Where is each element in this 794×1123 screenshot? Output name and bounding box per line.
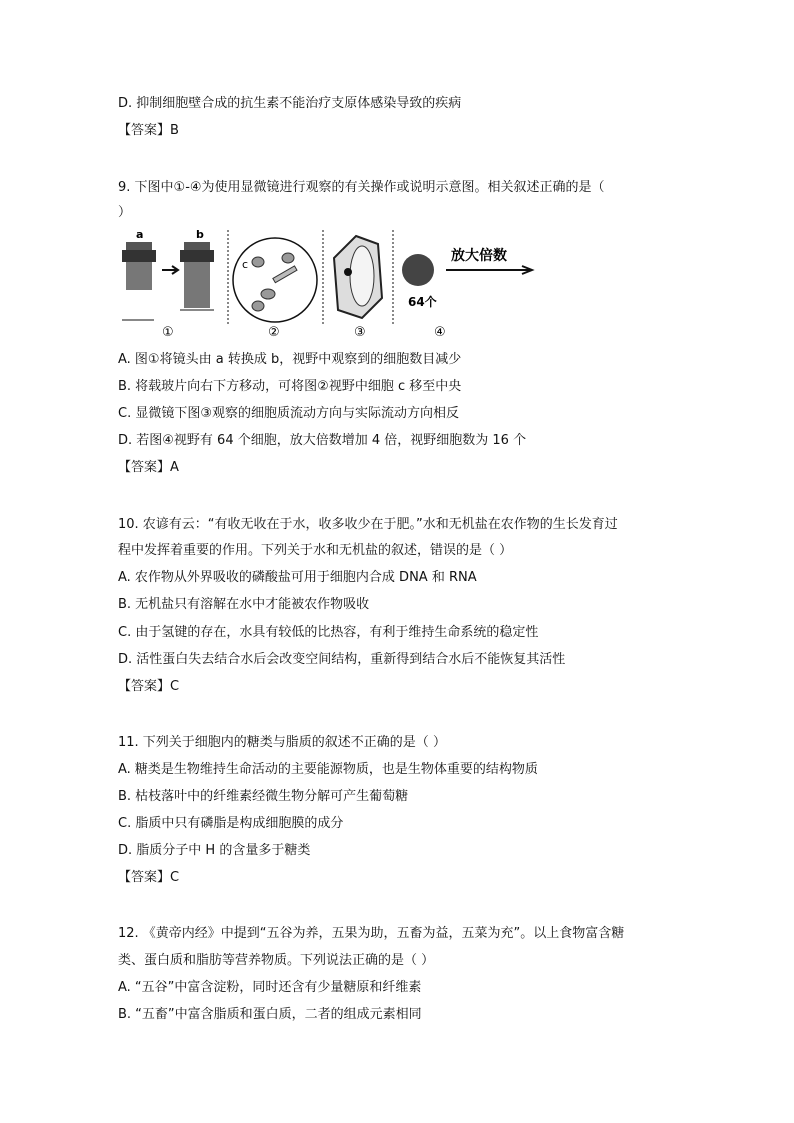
objective-lens-b [180, 242, 214, 308]
label-c: c [242, 258, 249, 271]
text-line: 【答案】B [118, 123, 179, 138]
text-line: 11. 下列关于细胞内的糖类与脂质的叙述不正确的是（ ） [118, 735, 446, 750]
text-line: C. 脂质中只有磷脂是构成细胞膜的成分 [118, 816, 344, 831]
text-line: 类、蛋白质和脂肪等营养物质。下列说法正确的是（ ） [118, 953, 435, 968]
text-line: B. 无机盐只有溶解在水中才能被农作物吸收 [118, 597, 370, 612]
arrow-icon [162, 266, 178, 274]
text-line: D. 抑制细胞壁合成的抗生素不能治疗支原体感染导致的疾病 [118, 96, 462, 111]
text-line: B. 将载玻片向右下方移动，可将图②视野中细胞 c 移至中央 [118, 379, 462, 394]
label-2: ② [268, 325, 280, 340]
objective-lens-a [122, 242, 156, 290]
microscope-figure [118, 228, 538, 343]
text-line: 12. 《黄帝内经》中提到“五谷为养，五果为助，五畜为益，五菜为充”。以上食物富含糖 [118, 926, 625, 941]
magnification-label: 放大倍数 [451, 248, 507, 264]
text-line: B. “五畜”中富含脂质和蛋白质，二者的组成元素相同 [118, 1007, 422, 1022]
text-line: B. 枯枝落叶中的纤维素经微生物分解可产生葡萄糖 [118, 789, 409, 804]
text-line: 9. 下图中①-④为使用显微镜进行观察的有关操作或说明示意图。相关叙述正确的是（ [118, 180, 605, 195]
field-of-view-4 [402, 254, 434, 286]
label-a: a [136, 228, 144, 241]
text-line: A. “五谷”中富含淀粉，同时还含有少量糖原和纤维素 [118, 980, 422, 995]
text-line: A. 糖类是生物维持生命活动的主要能源物质，也是生物体重要的结构物质 [118, 762, 538, 777]
text-line: 【答案】C [118, 679, 180, 694]
text-line: C. 由于氢键的存在，水具有较低的比热容，有利于维持生命系统的稳定性 [118, 625, 539, 640]
text-line: 程中发挥着重要的作用。下列关于水和无机盐的叙述，错误的是（ ） [118, 543, 513, 558]
text-line: A. 图①将镜头由 a 转换成 b，视野中观察到的细胞数目减少 [118, 352, 462, 367]
label-3: ③ [354, 325, 366, 340]
text-line: C. 显微镜下图③观察的细胞质流动方向与实际流动方向相反 [118, 406, 459, 421]
text-line: ） [118, 205, 132, 220]
text-line: D. 活性蛋白失去结合水后会改变空间结构，重新得到结合水后不能恢复其活性 [118, 652, 566, 667]
cell-count-label: 64个 [408, 295, 437, 309]
text-line: 【答案】C [118, 870, 180, 885]
arrow-right-icon [446, 266, 532, 274]
text-line: A. 农作物从外界吸收的磷酸盐可用于细胞内合成 DNA 和 RNA [118, 570, 477, 585]
text-line: 10. 农谚有云：“有收无收在于水，收多收少在于肥。”水和无机盐在农作物的生长发育过 [118, 517, 618, 532]
text-line: D. 脂质分子中 H 的含量多于糖类 [118, 843, 311, 858]
label-1: ① [162, 325, 174, 340]
text-line: 【答案】A [118, 460, 179, 475]
label-4: ④ [434, 325, 446, 340]
label-b: b [196, 228, 204, 241]
text-line: D. 若图④视野有 64 个细胞，放大倍数增加 4 倍，视野细胞数为 16 个 [118, 433, 527, 448]
